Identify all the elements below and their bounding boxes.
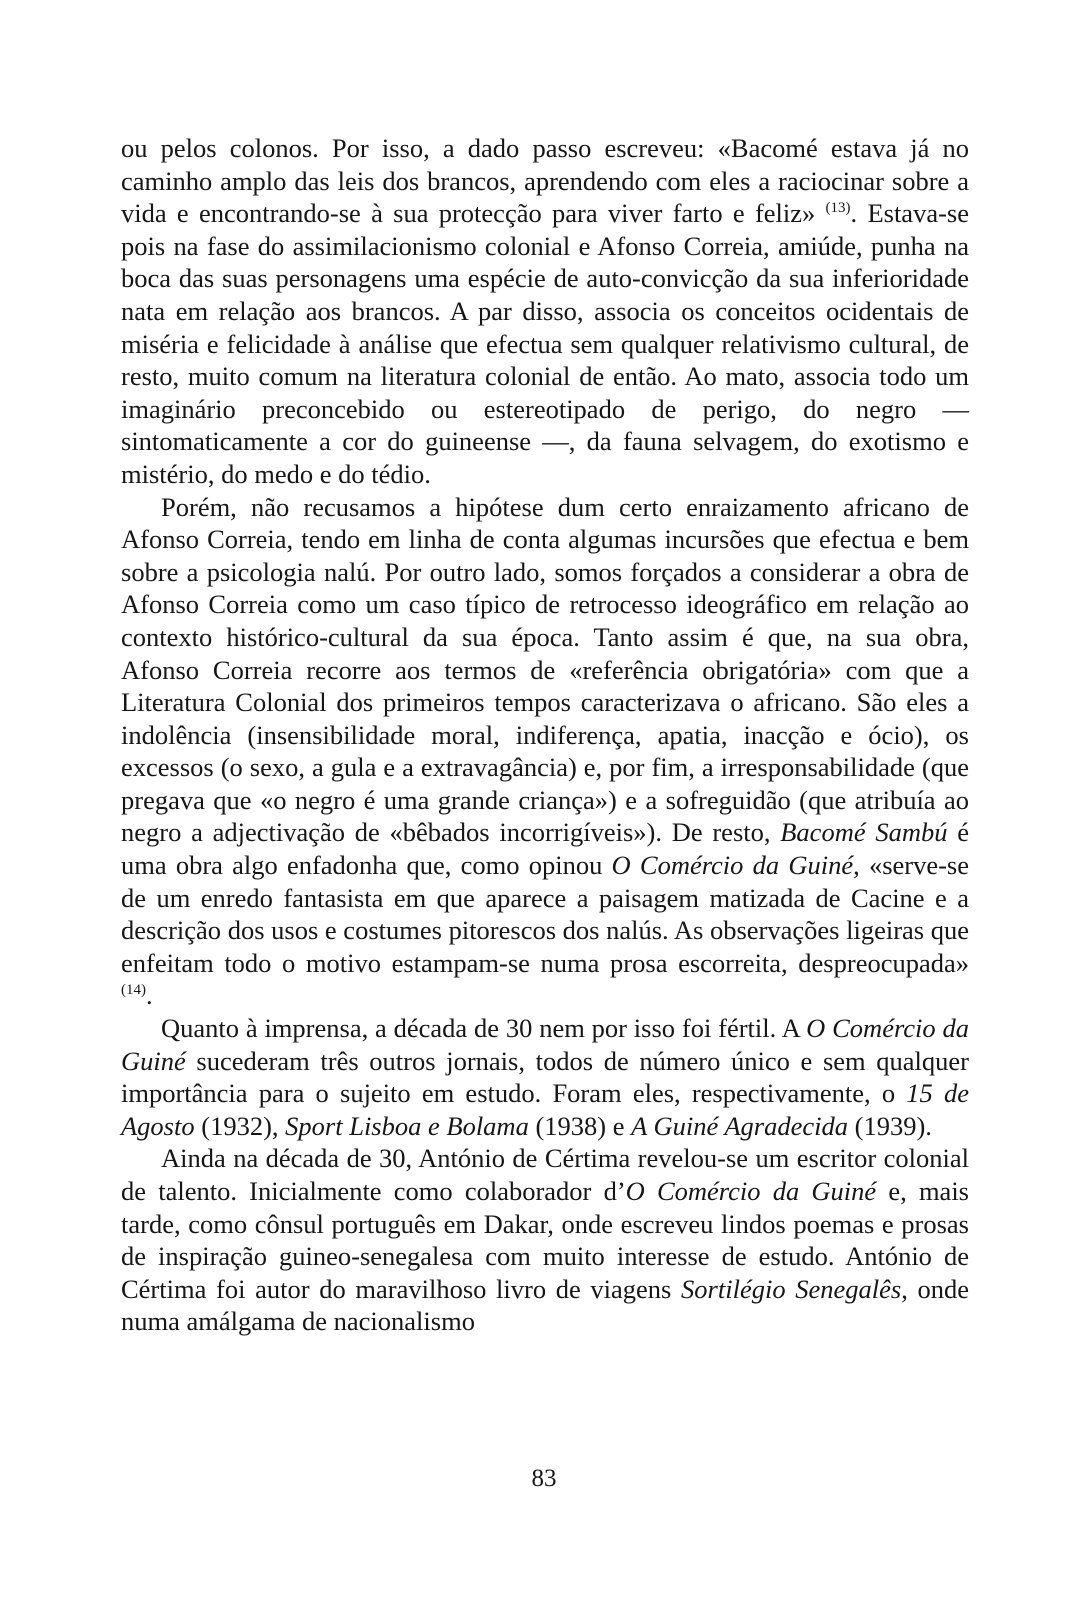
- newspaper-title: O Comércio da Guiné: [121, 1013, 969, 1076]
- text-run: Quanto à imprensa, a década de 30 nem por isso foi fértil. A: [161, 1013, 807, 1044]
- footnote-ref-14: (14): [121, 982, 146, 999]
- newspaper-title: 15 de Agosto: [121, 1078, 969, 1141]
- text-run: Ainda na década de 30, António de Cértima revelou-se um escritor colonial de talento. Inicialmente como colaborador d’: [121, 1143, 969, 1206]
- text-run: . Estava-se pois na fase do assimilacionismo colonial e Afonso Correia, amiúde, punha na boca das suas personagens uma espécie de auto-convicção da sua inferioridade nata em relação aos brancos. A par disso, associa os conceitos ocidentais de miséria e felicidade à análise que efectua sem qualquer relativismo cultural, de resto, muito comum na literatura colonial de então. Ao mato, associa todo um imaginário preconcebido ou estereotipado de perigo, do negro — sintomaticamente a cor do guineense —, da fauna selvagem, do exotismo e mistério, do medo e do tédio.: [121, 198, 969, 489]
- text-run: , «serve-se de um enredo fantasista em que aparece a paisagem matizada de Cacine e a descrição dos usos e costumes pitorescos dos nalús. As observações ligeiras que enfeitam todo o motivo estampam-se numa prosa escorreita, despreocupada»: [121, 850, 970, 978]
- text-run: sucederam três outros jornais, todos de número único e sem qualquer importância para o sujeito em estudo. Foram eles, respectivamente, o: [121, 1045, 969, 1109]
- text-run: Porém, não recusamos a hipótese dum certo enraizamento africano de Afonso Correia, tendo em linha de conta algumas incursões que efectua e bem sobre a psicologia nalú. Por outro lado, somos forçados a considerar a obra de Afonso Correia como um caso típico de retrocesso ideográfico em relação ao contexto histórico-cultural da sua época. Tanto assim é que, na sua obra, Afonso Correia recorre aos termos de «referência obrigatória» com que a Literatura Colonial dos primeiros tempos caracterizava o africano. São eles a indolência (insensibilidade moral, indiferença, apatia, inacção e ócio), os excessos (o sexo, a gula e a extravagância) e, por fim, a irresponsabilidade (que pregava que «o negro é uma grande criança») e a sofreguidão (que atribuía ao negro a adjectivação de «bêbados incorrigíveis»). De resto,: [121, 491, 969, 848]
- book-title-sortilegio-senegales: Sortilégio Senegalês: [681, 1273, 902, 1304]
- page-number: 83: [531, 1465, 557, 1492]
- newspaper-title: A Guiné Agradecida: [631, 1110, 849, 1141]
- newspaper-title: Sport Lisboa e Bolama: [285, 1110, 529, 1141]
- text-run: .: [146, 980, 153, 1011]
- text-run: (1939).: [848, 1110, 932, 1141]
- text-run: ou pelos colonos. Por isso, a dado passo escreveu: «Bacomé estava já no caminho amplo das leis dos brancos, aprendendo com eles a raciocinar sobre a vida e encontrando-se à sua protecção para viver farto e feliz»: [121, 133, 969, 229]
- paragraph-4: [121, 1142, 969, 1338]
- paragraph-3: [121, 1012, 969, 1142]
- paragraph-2: [121, 491, 969, 1013]
- text-run: (1938) e: [528, 1110, 632, 1141]
- newspaper-title: O Comércio da Guiné: [625, 1176, 877, 1206]
- footnote-ref-13: (13): [825, 200, 851, 217]
- text-run: e, mais tarde, como cônsul português em Dakar, onde escreveu lindos poemas e prosas de inspiração guineo-senegalesa com muito interesse de estudo. António de Cértima foi autor do maravilhoso livro de viagens: [121, 1176, 969, 1304]
- book-title-bacome-sambu: Bacomé Sambú: [780, 817, 948, 848]
- paragraph-1: [121, 132, 969, 491]
- newspaper-title: O Comércio da Guiné: [611, 850, 854, 881]
- text-run: (1932),: [194, 1110, 286, 1141]
- text-run: , onde numa amálgama de nacionalismo: [121, 1273, 969, 1337]
- page-body: [121, 132, 969, 1338]
- text-run: é uma obra algo enfadonha que, como opinou: [121, 817, 969, 881]
